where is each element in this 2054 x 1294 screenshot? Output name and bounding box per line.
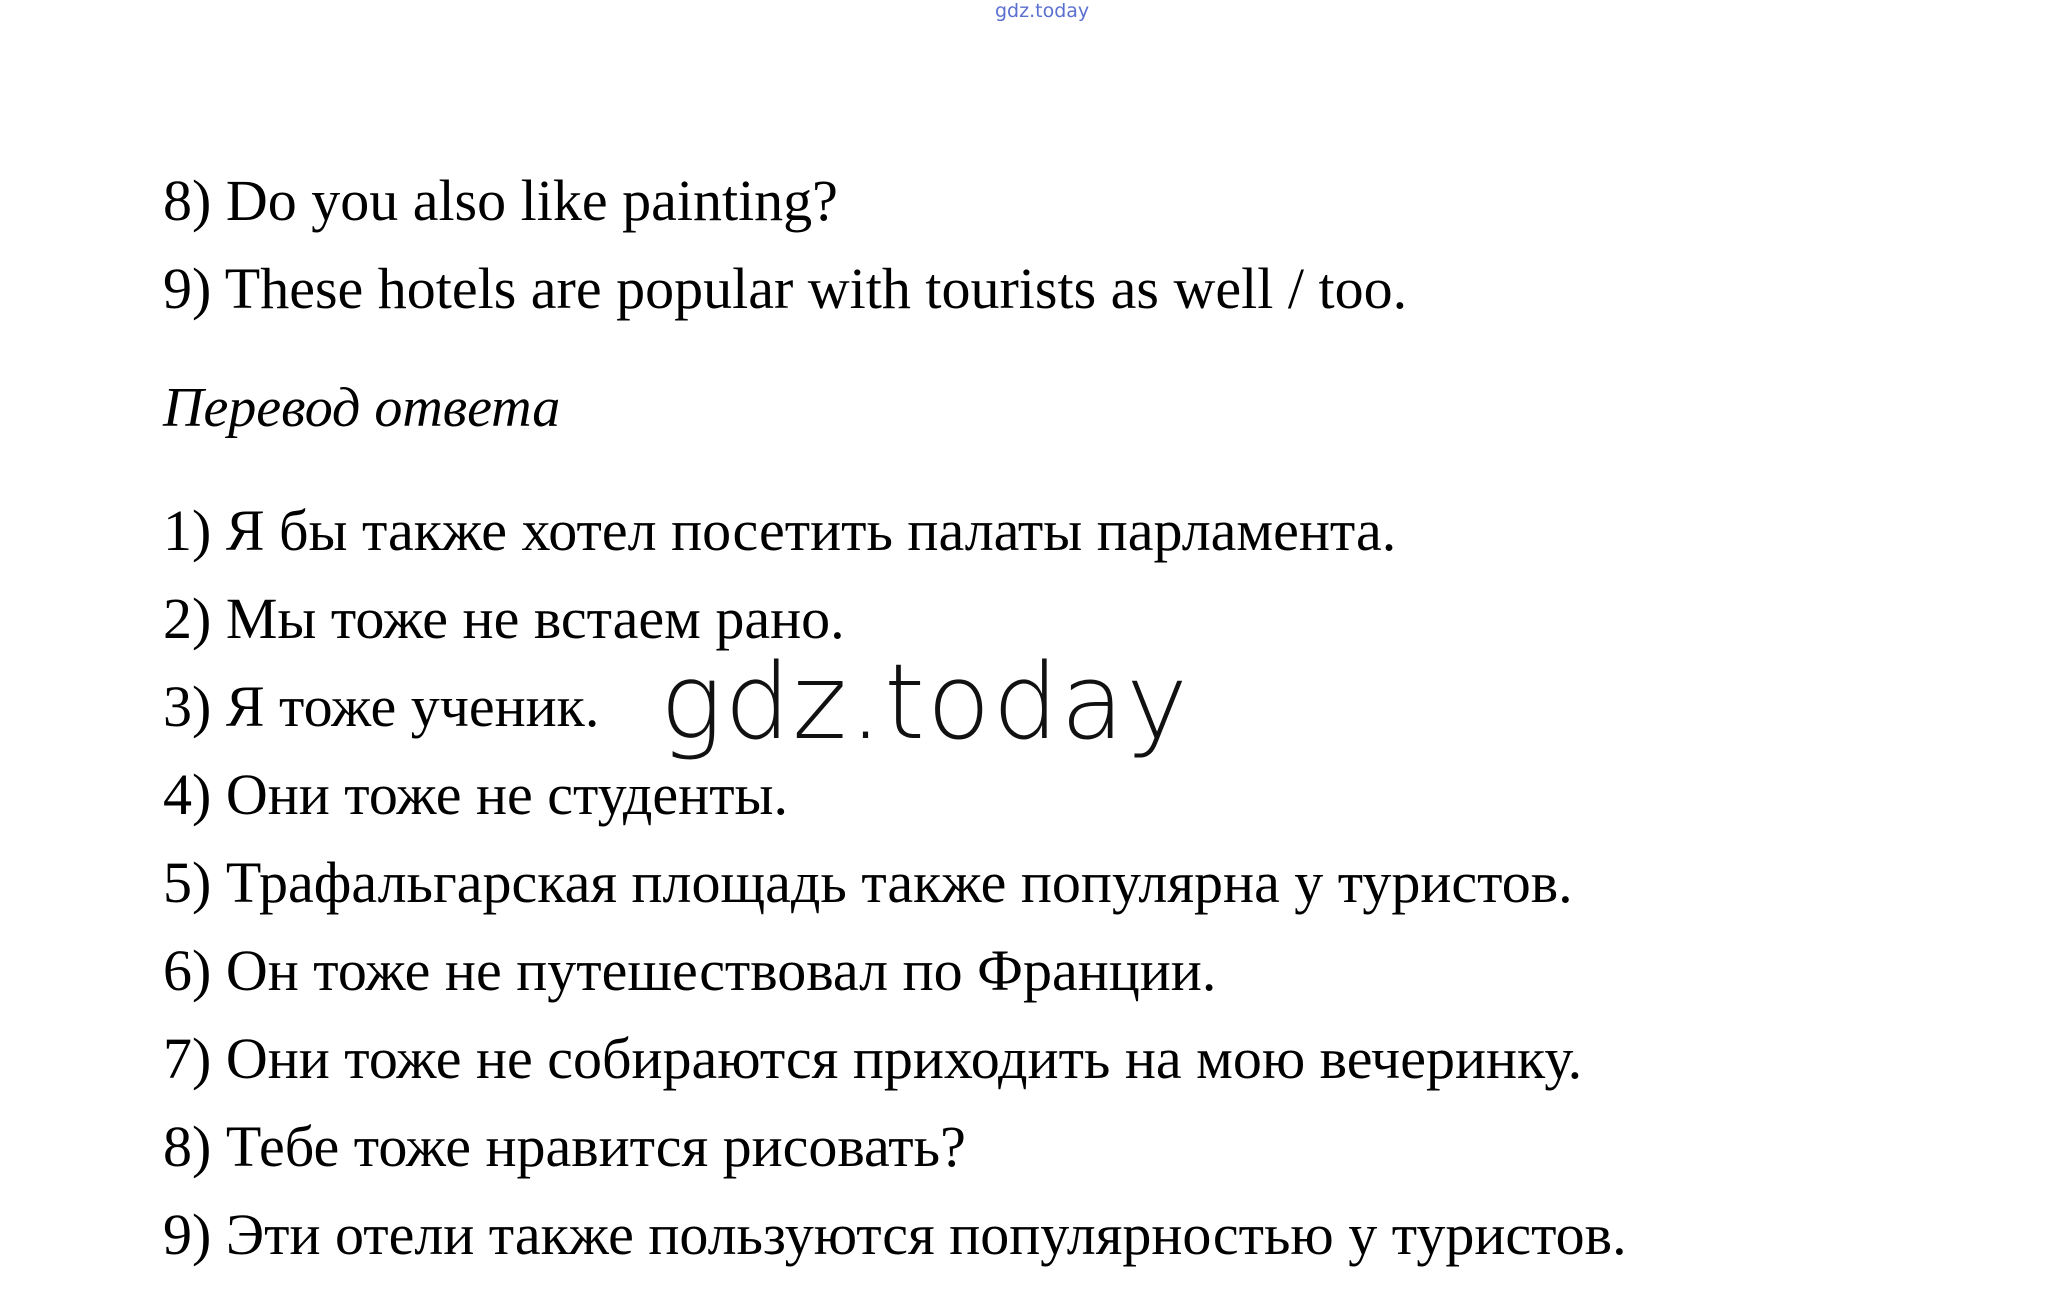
english-answer-line: 8) Do you also like painting? (163, 168, 838, 233)
translation-heading: Перевод ответа (163, 377, 561, 439)
translation-line: 3) Я тоже ученик. (163, 674, 600, 739)
translation-line: 1) Я бы также хотел посетить палаты парламента. (163, 498, 1397, 563)
translation-line: 5) Трафальгарская площадь также популярна у туристов. (163, 850, 1573, 915)
translation-line: 4) Они тоже не студенты. (163, 762, 789, 827)
english-answer-line: 9) These hotels are popular with tourists as well / too. (163, 256, 1408, 321)
translation-line: 6) Он тоже не путешествовал по Франции. (163, 938, 1217, 1003)
watermark-top: gdz.today (995, 0, 1090, 22)
translation-line: 9) Эти отели также пользуются популярностью у туристов. (163, 1202, 1627, 1267)
translation-line: 8) Тебе тоже нравится рисовать? (163, 1114, 966, 1179)
translation-line: 7) Они тоже не собираются приходить на мою вечеринку. (163, 1026, 1583, 1091)
translation-line: 2) Мы тоже не встаем рано. (163, 586, 845, 651)
watermark-center: gdz.today (660, 641, 1190, 763)
